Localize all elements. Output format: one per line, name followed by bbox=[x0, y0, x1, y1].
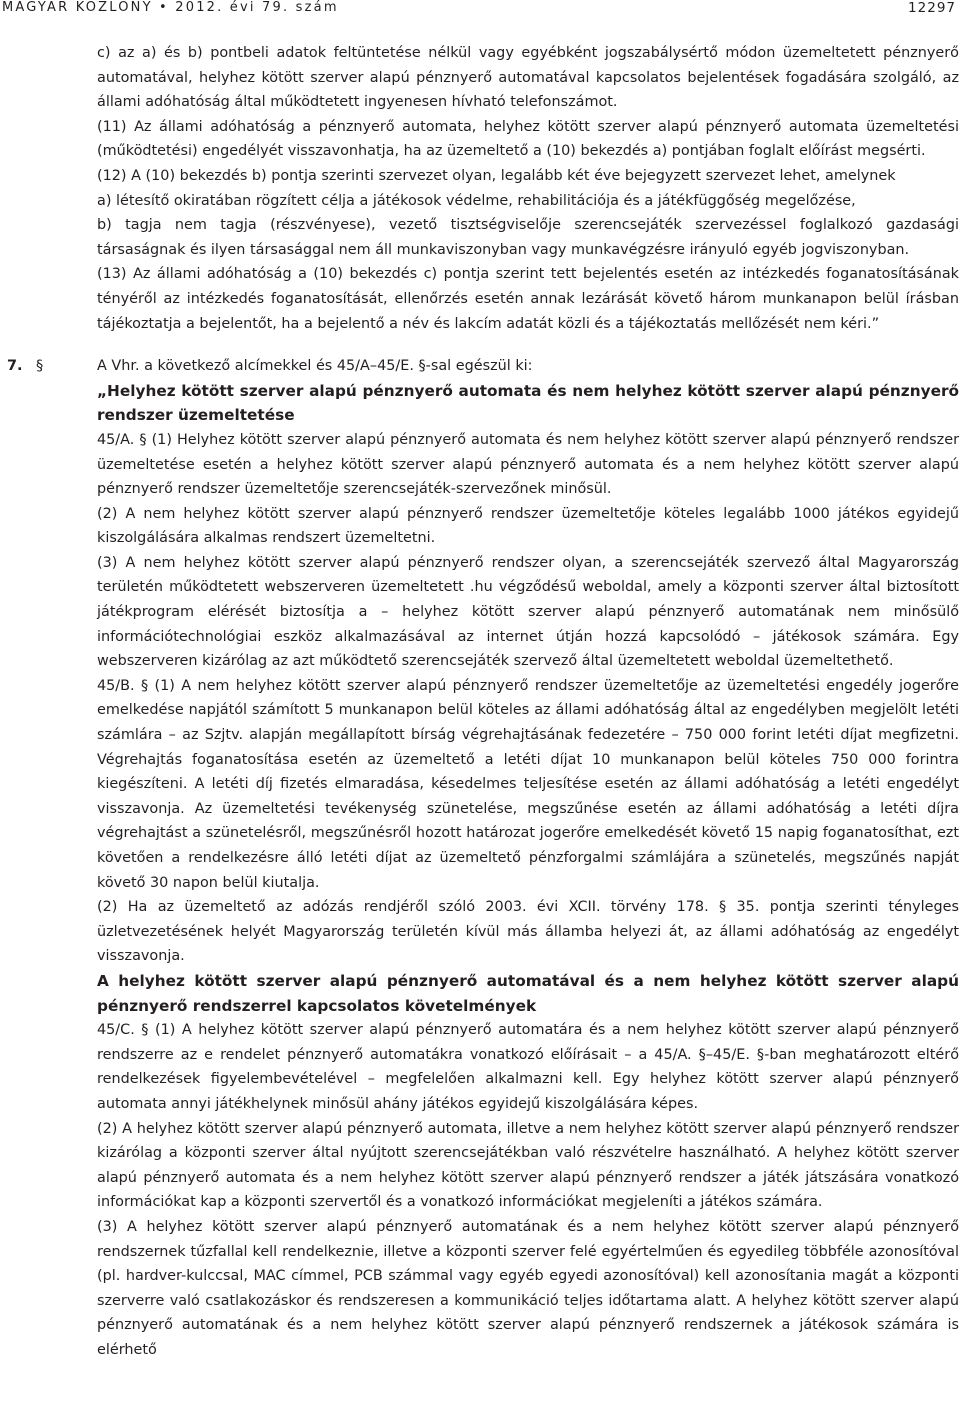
paragraph: (2) Ha az üzemeltető az adózás rendjéről szóló 2003. évi XCII. törvény 178. § 35. pontja szerinti tényleges üzletvezetésének helyét Magyarország területén kívül más államba helyezi át, az állami adóhatóság az engedélyt visszavonja. bbox=[97, 899, 959, 965]
spacer bbox=[97, 336, 959, 354]
paragraph: (3) A helyhez kötött szerver alapú pénznyerő automatának és a nem helyhez kötött szerver alapú pénznyerő rendszernek tűzfallal kell rendelkeznie, illetve a központi szerver felé egyértelműen és egyedileg többféle azonosítóval (pl. hardver-kulccsal, MAC címmel, PCB számmal vagy egyéb egyedi azonosítóval) kell azonosítania magát a központi szerverre való csatlakozáskor és rendszeresen a kommunikáció teljes időtartama alatt. A helyhez kötött szerver alapú pénznyerő automatának és a nem helyhez kötött szerver alapú pénznyerő rendszernek a játékosok számára is elérhető bbox=[97, 1218, 959, 1358]
section-number: 7. bbox=[7, 358, 23, 375]
section-sign: § bbox=[36, 358, 44, 375]
paragraph: 45/B. § (1) A nem helyhez kötött szerver alapú pénznyerő rendszer üzemeltetője az üzemeltetési engedély jogerőre emelkedése napjától számított 5 munkanapon belül köteles az állami adóhatóság által az engedélyben megjelölt letéti számlára – az Szjtv. alapján megállapított bírság végrehajtásának fedezetére – 750 000 forint letéti díjat megfizetni. Végrehajtás foganatosítása esetén az üzemeltető a letéti díjat 10 munkanapon belül köteles 750 000 forintra kiegészíteni. A letéti díj fizetés elmaradása, késedelmes teljesítése esetén az állami adóhatóság a letéti engedélyt visszavonja. Az üzemeltetési tevékenység szünetelése, megszűnése esetén az állami adóhatóság a letéti díjra végrehajtást a szünetelésről, megszűnésről hozott határozat jogerőre emelkedését követő 15 napig foganatosíthat, ezt követően a rendelkezésre álló letéti díjat az üzemeltető pénzforgalmi számlájára a szünetelés, megszűnés napját követő 30 napon belül kiutalja. bbox=[97, 677, 959, 891]
paragraph: c) az a) és b) pontbeli adatok feltüntetése nélkül vagy egyébként jogszabálysértő módon üzemeltetett pénznyerő automatával, helyhez kötött szerver alapú pénznyerő automatával kapcsolatos bejelentések fogadására szolgáló, az állami adóhatóság által működtetett ingyenesen hívható telefonszámot. bbox=[97, 45, 959, 111]
paragraph: 45/C. § (1) A helyhez kötött szerver alapú pénznyerő automatára és a nem helyhez kötött szerver alapú pénznyerő rendszerre az e rendelet pénznyerő automatákra vonatkozó előírásait – a 45/A. §–45/E. §-ban meghatározott eltérő rendelkezések figyelembevételével – megfelelően alkalmazni kell. Egy helyhez kötött szerver alapú pénznyerő automata annyi játékhelynek minősül ahány játékos egyidejű kiszolgálására képes. bbox=[97, 1022, 959, 1112]
page-header bbox=[0, 0, 960, 20]
paragraph: (2) A helyhez kötött szerver alapú pénznyerő automata, illetve a nem helyhez kötött szerver alapú pénznyerő rendszer kizárólag a központi szerver által nyújtott szerencsejátékban való részvételre használható. A helyhez kötött szerver alapú pénznyerő automata és a nem helyhez kötött szerver alapú pénznyerő rendszer a játék játszására vonatkozó információkat kap a központi szervertől és a vonatkozó információkat megjeleníti a játékos számára. bbox=[97, 1120, 959, 1211]
section-7 bbox=[7, 354, 959, 1362]
paragraph: 45/A. § (1) Helyhez kötött szerver alapú pénznyerő automata és nem helyhez kötött szerver alapú pénznyerő rendszer üzemeltetése esetén a helyhez kötött szerver alapú pénznyerő automata és a nem helyhez kötött szerver alapú pénznyerő rendszer üzemeltetője szerencsejáték-szervezőnek minősül. bbox=[97, 431, 959, 498]
subtitle-heading: „Helyhez kötött szerver alapú pénznyerő automata és nem helyhez kötött szerver alapú pénznyerő rendszer üzemeltetése bbox=[97, 381, 959, 425]
journal-title: MAGYAR KÖZLÖNY • 2012. évi 79. szám bbox=[2, 0, 339, 15]
paragraph: (2) A nem helyhez kötött szerver alapú pénznyerő rendszer üzemeltetője köteles legalább 1000 játékos egyidejű kiszolgálására alkalmas rendszert üzemeltetni. bbox=[97, 505, 959, 547]
section-intro: A Vhr. a következő alcímekkel és 45/A–45/E. §-sal egészül ki: bbox=[97, 358, 533, 375]
paragraph: (3) A nem helyhez kötött szerver alapú pénznyerő rendszer olyan, a szerencsejáték szervező által Magyarország területén működtetett webszerveren üzemeltetett .hu végződésű weboldal, amely a központi szerver által biztosított játékprogram elérését biztosítja a – helyhez kötött szerver alapú pénznyerő automatának nem minősülő információtechnológiai eszköz alkalmazásával az internet útján hozzá kapcsolódó – játékosok számára. Egy webszerveren kizárólag az azt működtető szerencsejáték szervező által üzemeltetett weboldal üzemeltethető. bbox=[97, 554, 959, 670]
subtitle-heading: A helyhez kötött szerver alapú pénznyerő automatával és a nem helyhez kötött szerver alapú pénznyerő rendszerrel kapcsolatos követelmények bbox=[97, 971, 959, 1015]
paragraph: (13) Az állami adóhatóság a (10) bekezdés c) pontja szerint tett bejelentés esetén az intézkedés foganatosításának tényéről az intézkedés foganatosítását, ellenőrzés esetén annak lezárását követő három munkanapon belül írásban tájékoztatja a bejelentőt, ha a bejelentő a név és lakcím adatát közli és a tájékoztatás mellőzését nem kéri.” bbox=[97, 266, 959, 332]
page-number: 12297 bbox=[908, 0, 956, 16]
paragraph: b) tagja nem tagja (részvényese), vezető tisztségviselője szerencsejáték szervezéssel foglalkozó gazdasági társaságnak és ilyen társasággal nem áll munkaviszonyban vagy munkavégzésre irányuló egyéb jogviszonyban. bbox=[97, 217, 959, 258]
document-body bbox=[7, 41, 959, 1362]
paragraph: (12) A (10) bekezdés b) pontja szerinti szervezet olyan, legalább két éve bejegyzett szervezet lehet, amelynek bbox=[97, 167, 896, 184]
paragraph: a) létesítő okiratában rögzített célja a játékosok védelme, rehabilitációja és a játékfüggőség megelőzése, bbox=[97, 192, 856, 209]
paragraph: (11) Az állami adóhatóság a pénznyerő automata, helyhez kötött szerver alapú pénznyerő automata üzemeltetési (működtetési) engedélyét visszavonhatja, ha az üzemeltető a (10) bekezdés a) pontjában foglalt előírást megsérti. bbox=[97, 118, 959, 160]
